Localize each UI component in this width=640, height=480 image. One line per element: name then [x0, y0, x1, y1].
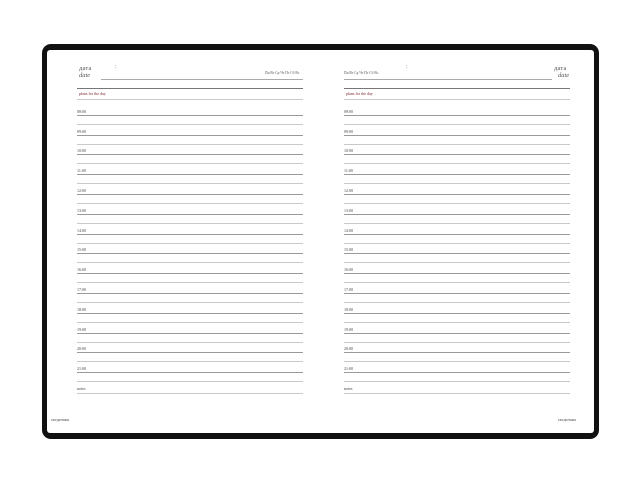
time-label: 21:00: [344, 366, 354, 372]
notes-line: [77, 393, 303, 394]
date-label-en: date: [558, 72, 570, 79]
time-label: 12:00: [77, 188, 87, 193]
time-label: 20:00: [77, 346, 87, 352]
date-underline: [101, 79, 303, 80]
hour-line: [344, 174, 570, 175]
time-label: 14:00: [77, 227, 87, 233]
time-label: 09:00: [344, 128, 354, 134]
half-hour-line: [77, 381, 303, 382]
half-hour-line: [77, 262, 303, 263]
hour-line: [344, 214, 570, 215]
time-label: 11:00: [77, 168, 86, 174]
time-label: 18:00: [77, 306, 87, 312]
time-label: 10:00: [77, 148, 87, 154]
weekday-list: Пн Вт Ср Чт Пт Сб Вс: [344, 71, 379, 75]
weekday-list: Пн Вт Ср Чт Пт Сб Вс: [265, 71, 300, 75]
hour-line: [77, 333, 303, 334]
hour-line: [344, 154, 570, 155]
half-hour-line: [77, 342, 303, 343]
hour-line: [77, 214, 303, 215]
half-hour-line: [77, 163, 303, 164]
notes-line: [344, 393, 570, 394]
date-underline: [344, 79, 552, 80]
footer-label: ежедневник: [558, 418, 577, 422]
time-label: 13:00: [77, 207, 87, 213]
time-label: 19:00: [344, 326, 354, 332]
hour-line: [77, 352, 303, 353]
half-hour-line: [77, 302, 303, 303]
right-page: [344, 50, 584, 433]
plans-label: plans for the day: [79, 91, 106, 96]
hour-line: [344, 115, 570, 116]
half-hour-line: [77, 243, 303, 244]
half-hour-line: [344, 124, 570, 125]
time-label: 09:00: [77, 128, 87, 134]
date-colon: :: [406, 64, 408, 70]
row-line: [344, 99, 570, 100]
time-label: 18:00: [344, 306, 354, 312]
half-hour-line: [344, 302, 570, 303]
hour-line: [77, 154, 303, 155]
date-label-ru: дата: [79, 65, 92, 72]
hour-line: [344, 293, 570, 294]
half-hour-line: [344, 262, 570, 263]
half-hour-line: [344, 144, 570, 145]
time-label: 17:00: [77, 287, 87, 292]
half-hour-line: [344, 282, 570, 283]
hour-line: [77, 135, 303, 136]
time-label: 14:00: [344, 227, 354, 233]
footer-label: ежедневник: [51, 418, 70, 422]
left-page: [51, 50, 317, 433]
hour-line: [344, 352, 570, 353]
half-hour-line: [344, 163, 570, 164]
hour-line: [77, 115, 303, 116]
hour-line: [344, 194, 570, 195]
time-label: 13:00: [344, 207, 354, 213]
hour-line: [344, 234, 570, 235]
hour-line: [344, 313, 570, 314]
time-label: 20:00: [344, 346, 354, 352]
date-label-ru: дата: [554, 65, 567, 72]
half-hour-line: [77, 203, 303, 204]
half-hour-line: [344, 203, 570, 204]
hour-line: [344, 135, 570, 136]
time-label: 21:00: [77, 366, 87, 372]
notes-label: notes: [77, 386, 86, 391]
hour-line: [77, 253, 303, 254]
half-hour-line: [77, 361, 303, 362]
date-colon: :: [115, 64, 117, 70]
time-label: 11:00: [344, 168, 353, 174]
notes-label: notes: [344, 386, 353, 391]
hour-line: [77, 174, 303, 175]
hour-line: [77, 234, 303, 235]
header-rule: [344, 88, 570, 89]
time-label: 08:00: [77, 108, 87, 114]
half-hour-line: [77, 124, 303, 125]
planner-frame: [42, 44, 599, 439]
row-line: [77, 99, 303, 100]
planner-spread: [47, 50, 594, 433]
half-hour-line: [77, 282, 303, 283]
hour-line: [77, 293, 303, 294]
time-label: 17:00: [344, 287, 354, 292]
hour-line: [344, 273, 570, 274]
half-hour-line: [344, 342, 570, 343]
time-label: 16:00: [344, 267, 354, 273]
hour-line: [77, 194, 303, 195]
header-rule: [77, 88, 303, 89]
half-hour-line: [77, 183, 303, 184]
half-hour-line: [344, 223, 570, 224]
time-label: 08:00: [344, 108, 354, 114]
hour-line: [77, 273, 303, 274]
time-label: 19:00: [77, 326, 87, 332]
date-label-en: date: [79, 72, 91, 79]
time-label: 10:00: [344, 148, 354, 154]
hour-line: [77, 372, 303, 373]
half-hour-line: [344, 243, 570, 244]
half-hour-line: [344, 183, 570, 184]
half-hour-line: [344, 322, 570, 323]
half-hour-line: [77, 144, 303, 145]
half-hour-line: [77, 322, 303, 323]
half-hour-line: [344, 361, 570, 362]
time-label: 15:00: [77, 247, 87, 253]
time-label: 12:00: [344, 188, 354, 193]
half-hour-line: [344, 381, 570, 382]
hour-line: [344, 333, 570, 334]
time-label: 15:00: [344, 247, 354, 253]
hour-line: [344, 253, 570, 254]
half-hour-line: [77, 223, 303, 224]
hour-line: [77, 313, 303, 314]
time-label: 16:00: [77, 267, 87, 273]
plans-label: plans for the day: [346, 91, 373, 96]
hour-line: [344, 372, 570, 373]
